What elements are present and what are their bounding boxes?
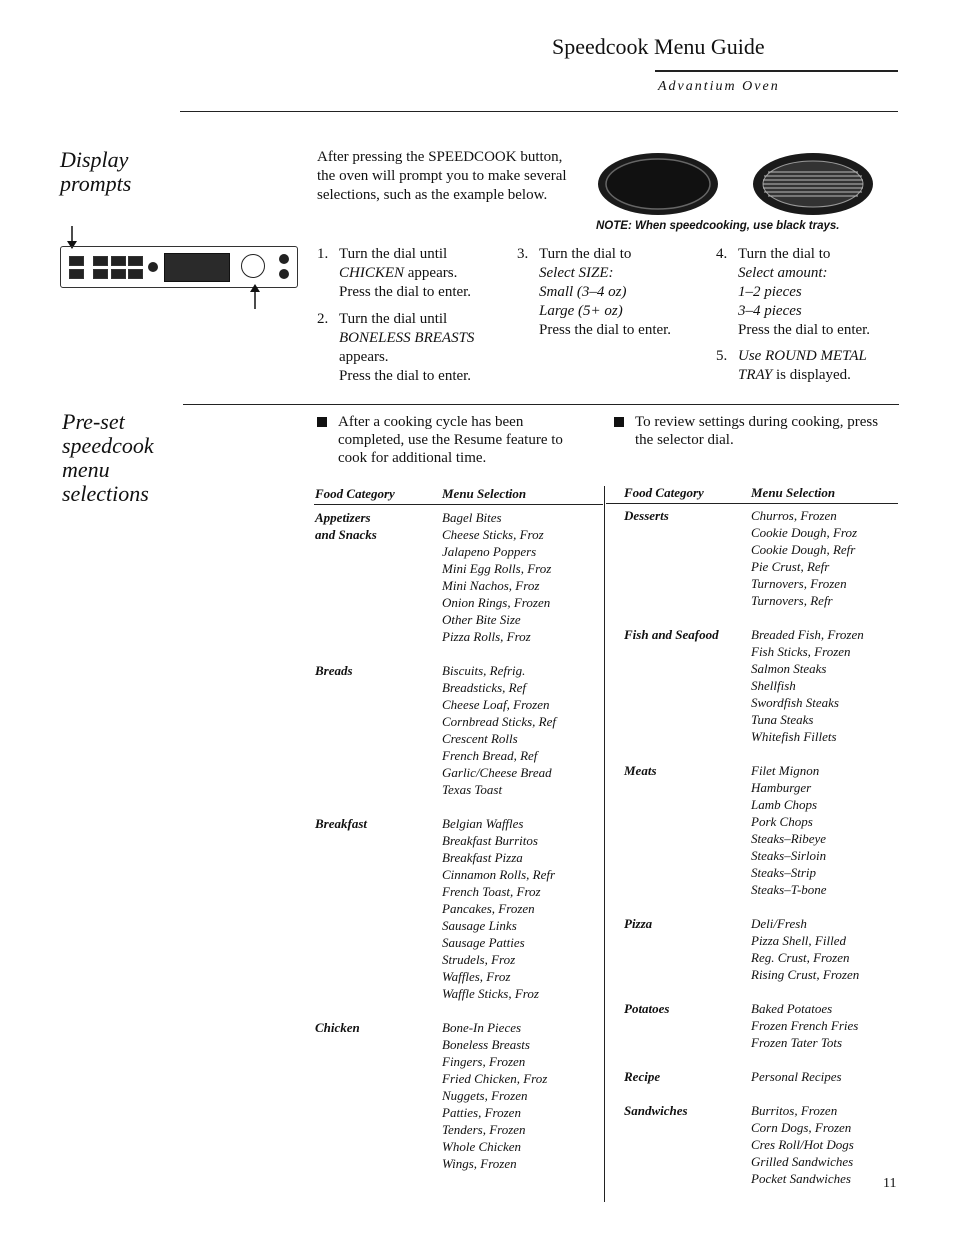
black-trays-illustration: [596, 150, 876, 220]
step-text: Turn the dial until: [339, 311, 448, 327]
step-number: 1.: [317, 246, 329, 262]
menu-selection-list: [751, 1102, 854, 1187]
panel-button: [111, 269, 126, 279]
food-category: [315, 509, 442, 645]
menu-selection-item: Breakfast Burritos: [442, 833, 538, 848]
menu-category-group: [624, 1000, 898, 1051]
menu-selection-item: Texas Toast: [442, 782, 503, 797]
panel-button: [111, 256, 126, 266]
panel-button: [93, 256, 108, 266]
step-text: Press the dial to enter.: [738, 322, 871, 338]
panel-button: [128, 269, 143, 279]
step-option: 1–2 pieces: [738, 284, 802, 300]
menu-selection-item: Breakfast Pizza: [442, 850, 523, 865]
menu-selection-list: [442, 662, 556, 798]
panel-button: [128, 256, 143, 266]
step-text: appears.: [404, 265, 458, 281]
preset-heading: [62, 410, 154, 506]
step-prompt: Select amount:: [738, 265, 828, 281]
menu-selection-item: Pancakes, Frozen: [442, 901, 535, 916]
menu-selection-item: Pie Crust, Refr: [751, 559, 830, 574]
menu-selection-item: Steaks–Strip: [751, 865, 816, 880]
table-column-divider: [604, 486, 605, 1202]
menu-selection-item: Baked Potatoes: [751, 1001, 833, 1016]
step-3: [517, 245, 702, 340]
menu-selection-item: Whole Chicken: [442, 1139, 522, 1154]
menu-selection-item: Cornbread Sticks, Ref: [442, 714, 556, 729]
step-text: appears.: [339, 349, 389, 365]
heading-line: speedcook: [62, 433, 154, 458]
step-1: [317, 245, 502, 302]
header-rule: [180, 111, 898, 112]
step-4: [716, 245, 901, 340]
panel-display: [164, 253, 230, 282]
menu-selection-item: Swordfish Steaks: [751, 695, 839, 710]
menu-selection-item: Burritos, Frozen: [751, 1103, 838, 1118]
menu-category-group: [624, 915, 898, 983]
menu-category-group: [624, 1068, 898, 1085]
menu-selection-item: Cookie Dough, Refr: [751, 542, 856, 557]
menu-category-group: [624, 1102, 898, 1187]
menu-selection-item: Pizza Rolls, Froz: [442, 629, 531, 644]
food-category: [315, 662, 442, 798]
heading-line: Display: [60, 147, 129, 172]
panel-button: [279, 254, 289, 264]
col-header-food-category: Food Category: [315, 486, 395, 501]
menu-selection-item: Shellfish: [751, 678, 796, 693]
round-black-tray-icon: [598, 153, 718, 215]
menu-selection-item: Fingers, Frozen: [442, 1054, 526, 1069]
step-prompt: Use ROUND METAL: [738, 348, 867, 364]
menu-selection-item: Nuggets, Frozen: [442, 1088, 528, 1103]
grill-black-tray-icon: [753, 153, 873, 215]
menu-category-group: [315, 1019, 600, 1172]
page-title: Speedcook Menu Guide: [552, 34, 765, 59]
menu-selection-item: Mini Nachos, Froz: [442, 578, 540, 593]
menu-selection-item: Reg. Crust, Frozen: [751, 950, 850, 965]
section-rule: [183, 404, 899, 405]
heading-line: prompts: [60, 171, 132, 196]
menu-selection-item: Steaks–Sirloin: [751, 848, 827, 863]
food-category: [624, 626, 751, 745]
food-category-line: Recipe: [624, 1069, 661, 1084]
menu-selection-item: Grilled Sandwiches: [751, 1154, 854, 1169]
menu-selection-item: Patties, Frozen: [442, 1105, 521, 1120]
menu-selection-item: Breaded Fish, Frozen: [751, 627, 864, 642]
menu-selection-item: Cres Roll/Hot Dogs: [751, 1137, 854, 1152]
menu-category-group: [315, 509, 600, 645]
menu-selection-item: Waffle Sticks, Froz: [442, 986, 539, 1001]
menu-selection-list: [751, 915, 859, 983]
food-category: [624, 507, 751, 609]
menu-selection-item: Bagel Bites: [442, 510, 502, 525]
step-prompt: TRAY: [738, 367, 773, 383]
col-header-menu-selection: Menu Selection: [442, 486, 527, 501]
menu-selection-item: Cheese Sticks, Froz: [442, 527, 544, 542]
bullet-square-icon: [317, 417, 327, 427]
bullet-text: To review settings during cooking, press the selector dial.: [635, 414, 879, 448]
menu-selection-item: Turnovers, Refr: [751, 593, 833, 608]
menu-selection-item: Fried Chicken, Froz: [442, 1071, 548, 1086]
step-prompt: Select SIZE:: [539, 265, 614, 281]
menu-selection-item: Personal Recipes: [751, 1069, 842, 1084]
menu-selection-list: [751, 626, 864, 745]
menu-selection-item: Waffles, Froz: [442, 969, 511, 984]
menu-selection-item: Frozen Tater Tots: [751, 1035, 843, 1050]
food-category-line: Potatoes: [624, 1001, 670, 1016]
step-number: 3.: [517, 246, 529, 262]
menu-selection-list: [751, 1000, 858, 1051]
menu-selection-item: Tenders, Frozen: [442, 1122, 526, 1137]
table-header-rule: [606, 503, 898, 504]
step-text: Turn the dial to: [539, 246, 632, 262]
food-category-line: Desserts: [624, 508, 669, 523]
heading-line: Pre-set: [62, 409, 125, 434]
menu-table-left: [315, 509, 600, 1189]
panel-button: [148, 262, 158, 272]
menu-selection-item: Boneless Breasts: [442, 1037, 530, 1052]
menu-selection-item: Deli/Fresh: [751, 916, 807, 931]
menu-selection-item: Turnovers, Frozen: [751, 576, 847, 591]
food-category-line: Meats: [624, 763, 657, 778]
menu-selection-item: Belgian Waffles: [442, 816, 524, 831]
col-header-menu-selection: Menu Selection: [751, 485, 836, 500]
food-category-line: Chicken: [315, 1020, 360, 1035]
step-text: Press the dial to enter.: [539, 322, 672, 338]
menu-selection-item: Sausage Patties: [442, 935, 525, 950]
menu-selection-item: Strudels, Froz: [442, 952, 516, 967]
food-category-line: Fish and Seafood: [624, 627, 719, 642]
step-text: is displayed.: [772, 367, 851, 383]
menu-selection-list: [442, 815, 555, 1002]
menu-selection-item: Whitefish Fillets: [751, 729, 837, 744]
menu-selection-item: Pork Chops: [751, 814, 813, 829]
menu-selection-item: Biscuits, Refrig.: [442, 663, 526, 678]
menu-selection-item: Steaks–Ribeye: [751, 831, 827, 846]
food-category-line: Pizza: [624, 916, 653, 931]
menu-selection-item: Bone-In Pieces: [442, 1020, 522, 1035]
step-prompt: BONELESS BREASTS: [339, 330, 475, 346]
step-option: 3–4 pieces: [738, 303, 802, 319]
menu-selection-item: Onion Rings, Frozen: [442, 595, 551, 610]
col-header-food-category: Food Category: [624, 485, 704, 500]
step-option: Small (3–4 oz): [539, 284, 627, 300]
menu-selection-item: Corn Dogs, Frozen: [751, 1120, 852, 1135]
step-number: 4.: [716, 246, 728, 262]
control-panel-illustration: [60, 246, 298, 288]
menu-selection-item: Cookie Dough, Froz: [751, 525, 858, 540]
menu-selection-item: Sausage Links: [442, 918, 517, 933]
step-number: 5.: [716, 348, 728, 364]
food-category-line: Breakfast: [315, 816, 367, 831]
food-category: [624, 1102, 751, 1187]
menu-selection-item: Lamb Chops: [751, 797, 818, 812]
menu-category-group: [315, 815, 600, 1002]
page-number: 11: [883, 1176, 897, 1191]
step-text: Turn the dial to: [738, 246, 831, 262]
display-prompts-heading: [60, 148, 131, 196]
menu-selection-item: Churros, Frozen: [751, 508, 837, 523]
food-category: [315, 815, 442, 1002]
menu-selection-item: Steaks–T-bone: [751, 882, 827, 897]
panel-button: [279, 269, 289, 279]
menu-selection-item: Frozen French Fries: [751, 1018, 859, 1033]
food-category-line: Sandwiches: [624, 1103, 688, 1118]
menu-selection-item: Pizza Shell, Filled: [751, 933, 846, 948]
menu-selection-item: Fish Sticks, Frozen: [751, 644, 851, 659]
table-header-rule: [314, 504, 603, 505]
menu-selection-item: Hamburger: [751, 780, 812, 795]
bullet-text: After a cooking cycle has been completed, use the Resume feature to cook for additional time.: [338, 414, 563, 466]
page-subtitle: Advantium Oven: [658, 79, 780, 94]
step-2: [317, 310, 502, 386]
bullet-square-icon: [614, 417, 624, 427]
menu-selection-item: Tuna Steaks: [751, 712, 814, 727]
bullet-resume: [317, 413, 582, 467]
step-text: Press the dial to enter.: [339, 284, 472, 300]
selector-dial-icon: [241, 254, 265, 278]
menu-selection-list: [442, 1019, 547, 1172]
heading-line: selections: [62, 481, 149, 506]
panel-button: [69, 256, 84, 266]
menu-category-group: [624, 507, 898, 609]
menu-selection-item: Cheese Loaf, Frozen: [442, 697, 550, 712]
menu-selection-item: Rising Crust, Frozen: [751, 967, 860, 982]
menu-category-group: [315, 662, 600, 798]
food-category: [624, 762, 751, 898]
menu-selection-list: [751, 507, 857, 609]
panel-button: [93, 269, 108, 279]
food-category: [624, 1068, 751, 1085]
menu-selection-item: Filet Mignon: [751, 763, 820, 778]
heading-line: menu: [62, 457, 110, 482]
menu-selection-item: French Toast, Froz: [442, 884, 541, 899]
food-category-line: and Snacks: [315, 527, 377, 542]
food-category: [624, 915, 751, 983]
step-text: Press the dial to enter.: [339, 368, 472, 384]
food-category-line: Breads: [315, 663, 353, 678]
title-rule: [655, 70, 898, 72]
menu-selection-item: Wings, Frozen: [442, 1156, 517, 1171]
menu-category-group: [624, 762, 898, 898]
menu-table-right: [624, 507, 898, 1204]
step-5: [716, 347, 901, 385]
food-category: [624, 1000, 751, 1051]
menu-category-group: [624, 626, 898, 745]
step-option: Large (5+ oz): [539, 303, 623, 319]
menu-selection-list: [442, 509, 551, 645]
food-category: [315, 1019, 442, 1172]
arrow-up-icon: [249, 283, 261, 309]
menu-selection-item: Garlic/Cheese Bread: [442, 765, 552, 780]
menu-selection-item: Salmon Steaks: [751, 661, 827, 676]
menu-selection-item: Other Bite Size: [442, 612, 521, 627]
menu-selection-list: [751, 1068, 842, 1085]
bullet-review: [614, 413, 884, 449]
menu-selection-item: Mini Egg Rolls, Froz: [442, 561, 552, 576]
menu-selection-item: French Bread, Ref: [442, 748, 538, 763]
menu-selection-item: Crescent Rolls: [442, 731, 518, 746]
panel-button: [69, 269, 84, 279]
food-category-line: Appetizers: [315, 510, 371, 525]
menu-selection-item: Cinnamon Rolls, Refr: [442, 867, 556, 882]
step-prompt: CHICKEN: [339, 265, 405, 281]
menu-selection-item: Pocket Sandwiches: [751, 1171, 851, 1186]
tray-note: NOTE: When speedcooking, use black trays.: [596, 220, 840, 232]
menu-selection-item: Jalapeno Poppers: [442, 544, 537, 559]
intro-text: After pressing the SPEEDCOOK button, the oven will prompt you to make several selections, such as the example below.: [317, 149, 567, 203]
step-text: Turn the dial until: [339, 246, 448, 262]
menu-selection-item: Breadsticks, Ref: [442, 680, 526, 695]
step-number: 2.: [317, 311, 329, 327]
menu-selection-list: [751, 762, 827, 898]
